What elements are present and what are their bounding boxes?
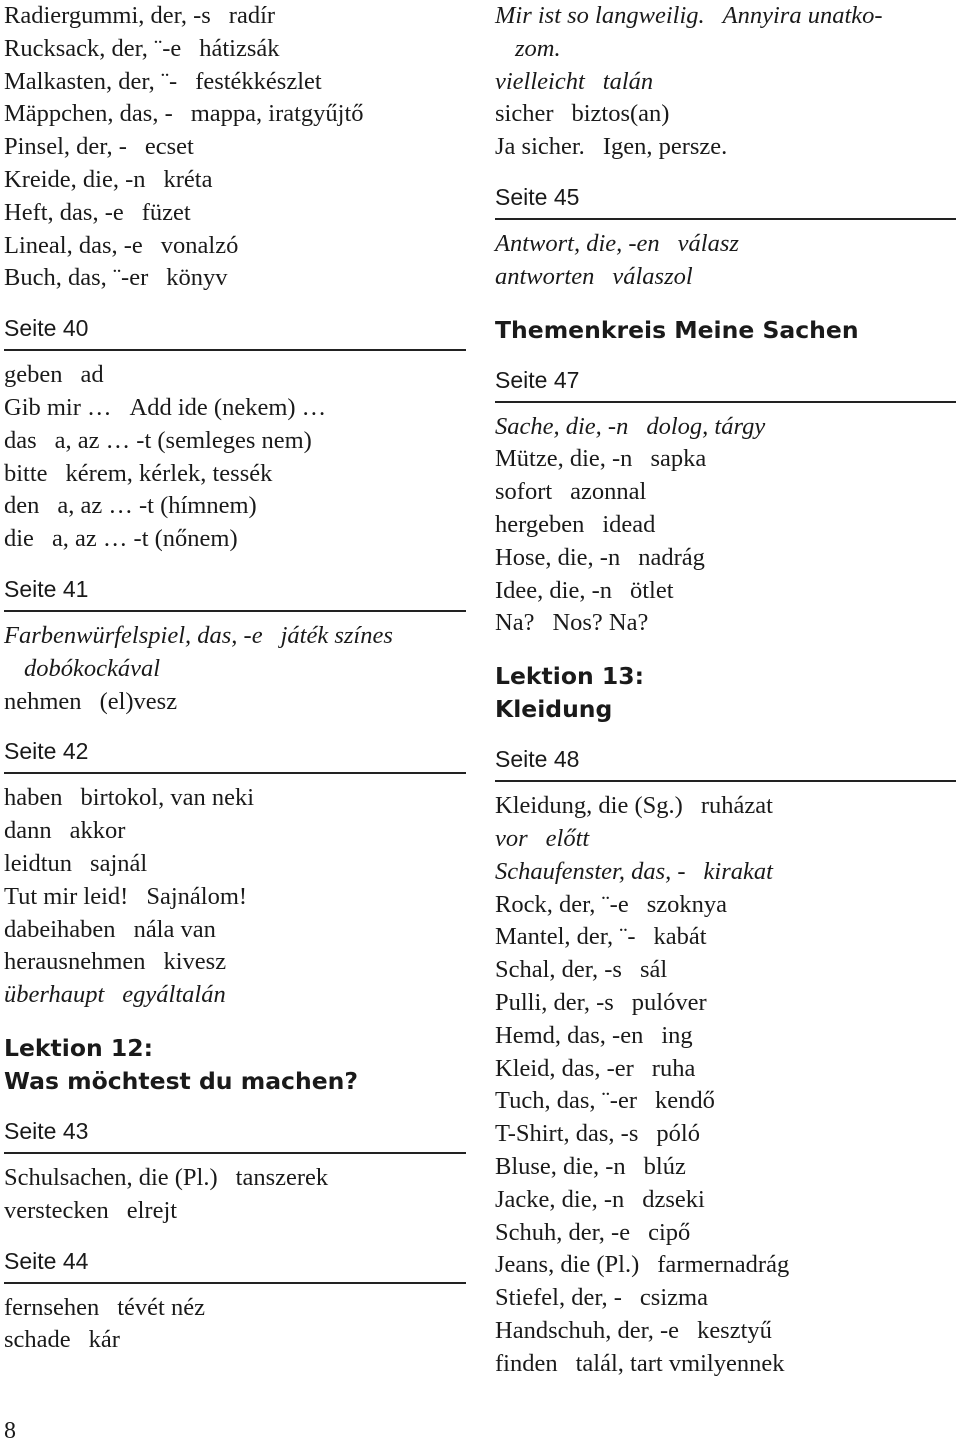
hungarian-translation: a, az … -t (nőnem) (51, 525, 238, 553)
hungarian-translation: ing (661, 1021, 693, 1049)
vocab-entry (4, 1195, 466, 1228)
german-word: haben (4, 784, 63, 812)
hungarian-translation: akkor (69, 817, 126, 845)
hungarian-translation: kirakat (703, 857, 773, 885)
vocab-entry (495, 509, 956, 542)
german-word: hergeben (495, 510, 585, 538)
themenkreis-heading: Themenkreis Meine Sachen (495, 315, 859, 344)
german-word: Handschuh, der, -e (495, 1316, 680, 1344)
section-heading-seite-40: Seite 40 (4, 295, 466, 351)
vocab-entry (495, 1217, 956, 1250)
vocab-entry (4, 359, 466, 392)
vocab-entry (495, 954, 956, 987)
german-word: Stiefel, der, - (495, 1284, 622, 1312)
vocab-entry (495, 1348, 956, 1381)
german-word: Mäppchen, das, - (4, 100, 173, 128)
german-word: herausnehmen (4, 948, 146, 976)
section-heading-seite-43: Seite 43 (4, 1098, 466, 1154)
vocab-entry (4, 262, 466, 295)
german-word: Antwort, die, -en (495, 229, 660, 257)
vocab-entry (4, 458, 466, 491)
german-word: Mir ist so langweilig. (495, 2, 705, 29)
german-word: Hose, die, -n (495, 543, 621, 571)
vocab-entry (4, 979, 466, 1012)
hungarian-translation: ad (80, 361, 104, 389)
vocab-entry (4, 815, 466, 848)
hungarian-translation: festékkészlet (195, 67, 322, 95)
hungarian-translation: előtt (545, 824, 590, 852)
german-word: leidtun (4, 849, 73, 877)
lesson-heading-12 (4, 1012, 466, 1098)
german-word: den (4, 492, 40, 520)
section-heading-seite-41: Seite 41 (4, 556, 466, 612)
hungarian-translation: talán (602, 67, 654, 95)
section-heading-seite-48: Seite 48 (495, 726, 956, 782)
german-word: Mütze, die, -n (495, 445, 633, 473)
vocab-entry (4, 197, 466, 230)
german-word: Bluse, die, -n (495, 1152, 626, 1180)
german-word: das (4, 426, 37, 454)
hungarian-translation: kesztyű (697, 1316, 772, 1344)
vocab-entry (495, 228, 956, 261)
hungarian-translation: szoknya (646, 890, 728, 918)
german-word: Mantel, der, ¨- (495, 923, 636, 951)
hungarian-translation: Annyira unatko- (722, 2, 883, 29)
vocab-entry (495, 889, 956, 922)
german-word: Farbenwürfelspiel, das, -e (4, 621, 263, 649)
vocab-entry (495, 1184, 956, 1217)
hungarian-translation: cipő (648, 1218, 691, 1246)
hungarian-translation: talál, tart vmilyennek (575, 1349, 785, 1377)
german-word: Gib mir … (4, 393, 112, 421)
hungarian-translation: pulóver (631, 988, 707, 1016)
vocab-entry (495, 1151, 956, 1184)
german-word: antworten (495, 262, 595, 290)
german-word: Rock, der, ¨-e (495, 890, 629, 918)
lesson-number: Lektion 13: (495, 662, 644, 691)
vocab-entry (495, 542, 956, 575)
vocab-entry (4, 230, 466, 263)
vocab-entry (4, 782, 466, 815)
hungarian-translation: Sajnálom! (146, 882, 248, 910)
hungarian-translation: ruházat (700, 792, 773, 820)
hungarian-translation: elrejt (126, 1196, 178, 1224)
vocab-entry (495, 443, 956, 476)
hungarian-translation: farmernadrág (657, 1251, 790, 1279)
hungarian-translation: tanszerek (235, 1163, 329, 1191)
vocab-entry (4, 620, 466, 686)
german-word: bitte (4, 459, 48, 487)
german-word: Malkasten, der, ¨- (4, 67, 178, 95)
vocab-entry (4, 425, 466, 458)
hungarian-translation: azonnal (570, 478, 647, 506)
hungarian-translation: birtokol, van neki (80, 784, 255, 812)
hungarian-translation: kár (88, 1326, 120, 1354)
german-word: Tuch, das, ¨-er (495, 1087, 637, 1115)
vocab-entry (495, 790, 956, 823)
german-word: überhaupt (4, 981, 105, 1009)
vocab-entry (4, 848, 466, 881)
section-heading-seite-45: Seite 45 (495, 164, 956, 220)
hungarian-translation: ötlet (630, 576, 674, 604)
german-word: Hemd, das, -en (495, 1021, 644, 1049)
german-word: dann (4, 817, 52, 845)
hungarian-translation: sál (639, 956, 668, 984)
german-word: Buch, das, ¨-er (4, 264, 149, 292)
section-heading-seite-44: Seite 44 (4, 1228, 466, 1284)
vocab-entry (495, 1315, 956, 1348)
hungarian-translation: nála van (133, 915, 216, 943)
hungarian-translation: ruha (651, 1054, 696, 1082)
hungarian-translation: póló (656, 1120, 700, 1148)
hungarian-translation: válasz (677, 229, 739, 257)
german-word: Pinsel, der, - (4, 133, 127, 161)
hungarian-translation: kendő (655, 1087, 715, 1115)
hungarian-translation: egyáltalán (122, 981, 226, 1009)
german-word: Heft, das, -e (4, 198, 124, 226)
vocab-entry (4, 66, 466, 99)
hungarian-translation: könyv (166, 264, 228, 292)
hungarian-translation: dolog, tárgy (646, 412, 766, 440)
right-column (495, 0, 956, 1381)
vocab-entry (4, 523, 466, 556)
lesson-title: Was möchtest du machen? (4, 1066, 359, 1095)
german-word: nehmen (4, 687, 82, 715)
vocab-entry (495, 1085, 956, 1118)
page-number: 8 (4, 1418, 16, 1444)
german-word: Kleid, das, -er (495, 1054, 634, 1082)
vocab-entry (495, 98, 956, 131)
hungarian-translation: kérem, kérlek, tessék (65, 459, 273, 487)
german-word: Kleidung, die (Sg.) (495, 792, 683, 820)
vocab-entry (495, 856, 956, 889)
german-word: schade (4, 1326, 71, 1354)
hungarian-translation: kabát (653, 923, 707, 951)
hungarian-translation: (el)vesz (99, 687, 178, 715)
hungarian-translation: kivesz (163, 948, 227, 976)
vocab-entry (495, 131, 956, 164)
german-word: Idee, die, -n (495, 576, 612, 604)
german-word: Jacke, die, -n (495, 1185, 625, 1213)
vocab-entry (4, 1292, 466, 1325)
german-word: Rucksack, der, ¨-e (4, 34, 182, 62)
vocab-entry (4, 914, 466, 947)
vocab-entry (495, 1282, 956, 1315)
vocab-entry (495, 987, 956, 1020)
hungarian-translation: válaszol (612, 262, 693, 290)
german-word: Pulli, der, -s (495, 988, 614, 1016)
hungarian-translation: vonalzó (160, 231, 239, 259)
left-column (4, 0, 466, 1357)
hungarian-translation: tévét néz (117, 1293, 205, 1321)
vocab-entry (495, 1020, 956, 1053)
german-word: dabeihaben (4, 915, 116, 943)
hungarian-translation: füzet (141, 198, 191, 226)
hungarian-translation: biztos(an) (571, 100, 670, 128)
hungarian-translation: csizma (639, 1284, 708, 1312)
vocab-entry (495, 823, 956, 856)
hungarian-translation: idead (602, 510, 656, 538)
german-word: Radiergummi, der, -s (4, 2, 211, 29)
hungarian-translation: radír (228, 2, 276, 29)
hungarian-translation: a, az … -t (hímnem) (57, 492, 257, 520)
vocab-entry (495, 1118, 956, 1151)
german-word: vielleicht (495, 67, 585, 95)
hungarian-translation: játék színes (280, 621, 393, 649)
german-word: Kreide, die, -n (4, 165, 146, 193)
section-heading-seite-47: Seite 47 (495, 347, 956, 403)
hungarian-translation-continued: dobókockával (24, 654, 161, 682)
german-word: finden (495, 1349, 558, 1377)
vocab-entry (4, 98, 466, 131)
german-word: geben (4, 361, 63, 389)
german-word: sofort (495, 478, 553, 506)
vocab-entry (4, 686, 466, 719)
german-word: Schulsachen, die (Pl.) (4, 1163, 218, 1191)
german-word: Ja sicher. (495, 133, 585, 161)
german-word: Sache, die, -n (495, 412, 629, 440)
german-word: Schuh, der, -e (495, 1218, 631, 1246)
hungarian-translation: hátizsák (199, 34, 280, 62)
german-word: Schal, der, -s (495, 956, 622, 984)
vocab-entry (4, 33, 466, 66)
hungarian-translation: sajnál (90, 849, 148, 877)
vocab-entry (495, 1053, 956, 1086)
hungarian-translation-continued: zom. (515, 34, 561, 62)
vocab-entry (495, 261, 956, 294)
german-word: fernsehen (4, 1293, 100, 1321)
german-word: vor (495, 824, 528, 852)
hungarian-translation: dzseki (642, 1185, 705, 1213)
lesson-title: Kleidung (495, 695, 613, 724)
german-word: sicher (495, 100, 554, 128)
vocab-entry (4, 0, 466, 33)
lesson-heading-13 (495, 640, 956, 726)
hungarian-translation: nadrág (638, 543, 705, 571)
vocab-entry (495, 66, 956, 99)
hungarian-translation: Add ide (nekem) … (129, 393, 327, 421)
lesson-number: Lektion 12: (4, 1033, 153, 1062)
hungarian-translation: Igen, persze. (602, 133, 728, 161)
german-word: verstecken (4, 1196, 109, 1224)
german-word: die (4, 525, 34, 553)
hungarian-translation: mappa, iratgyűjtő (190, 100, 364, 128)
german-word: Schaufenster, das, - (495, 857, 686, 885)
vocab-entry (495, 476, 956, 509)
vocab-entry (495, 411, 956, 444)
vocab-entry (4, 881, 466, 914)
hungarian-translation: Nos? Na? (552, 609, 649, 637)
hungarian-translation: ecset (144, 133, 194, 161)
vocab-entry (495, 1249, 956, 1282)
german-word: T-Shirt, das, -s (495, 1120, 639, 1148)
vocab-entry (4, 164, 466, 197)
hungarian-translation: a, az … -t (semleges nem) (54, 426, 312, 454)
hungarian-translation: blúz (643, 1152, 686, 1180)
vocab-entry (4, 392, 466, 425)
vocab-entry (4, 1162, 466, 1195)
vocab-entry (495, 0, 956, 66)
vocab-entry (495, 575, 956, 608)
vocab-entry (495, 607, 956, 640)
vocab-entry (495, 921, 956, 954)
german-word: Lineal, das, -e (4, 231, 143, 259)
german-word: Jeans, die (Pl.) (495, 1251, 640, 1279)
german-word: Na? (495, 609, 535, 637)
german-word: Tut mir leid! (4, 882, 129, 910)
vocab-entry (4, 490, 466, 523)
section-heading-seite-42: Seite 42 (4, 718, 466, 774)
hungarian-translation: sapka (650, 445, 707, 473)
vocab-entry (4, 131, 466, 164)
vocab-entry (4, 1324, 466, 1357)
hungarian-translation: kréta (163, 165, 213, 193)
vocab-entry (4, 946, 466, 979)
